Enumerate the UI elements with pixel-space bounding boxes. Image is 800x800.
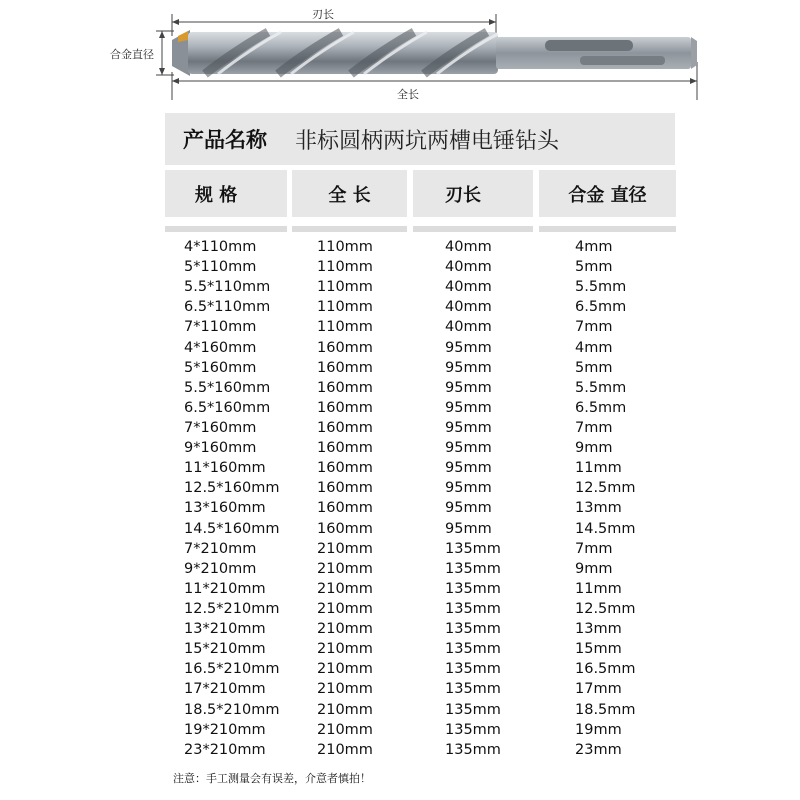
cell-alloy-diameter: 12.5mm (575, 600, 636, 617)
edge-length-label: 刃长 (312, 8, 334, 21)
cell-alloy-diameter: 5mm (575, 259, 613, 276)
divider-strip (539, 226, 676, 232)
cell-total-length: 160mm (317, 500, 373, 517)
cell-total-length: 160mm (317, 359, 373, 376)
cell-spec: 5.5*110mm (184, 279, 271, 296)
cell-total-length: 210mm (317, 681, 373, 698)
cell-alloy-diameter: 16.5mm (575, 661, 636, 678)
product-name-value: 非标圆柄两坑两槽电锤钻头 (295, 128, 560, 154)
cell-alloy-diameter: 5.5mm (575, 279, 627, 296)
table-row (165, 659, 680, 679)
cell-alloy-diameter: 4mm (575, 239, 613, 255)
cell-total-length: 110mm (317, 319, 373, 336)
cell-edge-length: 95mm (445, 460, 492, 477)
cell-alloy-diameter: 18.5mm (575, 701, 636, 718)
cell-spec: 15*210mm (184, 641, 266, 658)
cell-total-length: 210mm (317, 621, 373, 638)
cell-edge-length: 95mm (445, 339, 492, 356)
cell-edge-length: 40mm (445, 259, 492, 276)
cell-spec: 11*210mm (184, 580, 266, 597)
cell-alloy-diameter: 7mm (575, 540, 613, 557)
cell-edge-length: 135mm (445, 661, 501, 678)
cell-spec: 4*110mm (184, 239, 257, 255)
table-row (165, 700, 680, 720)
measurement-note: 注意：手工测量会有误差，介意者慎拍！ (173, 772, 371, 785)
cell-spec: 16.5*210mm (184, 661, 280, 678)
cell-spec: 12.5*210mm (184, 600, 280, 617)
cell-total-length: 110mm (317, 239, 373, 255)
cell-alloy-diameter: 13mm (575, 500, 622, 517)
cell-alloy-diameter: 14.5mm (575, 520, 636, 537)
table-row (165, 720, 680, 740)
table-row (165, 338, 680, 358)
cell-alloy-diameter: 5.5mm (575, 379, 627, 396)
cell-spec: 14.5*160mm (184, 520, 280, 537)
table-row (165, 277, 680, 297)
cell-spec: 9*160mm (184, 440, 257, 457)
cell-edge-length: 95mm (445, 500, 492, 517)
cell-alloy-diameter: 11mm (575, 580, 622, 597)
cell-spec: 12.5*160mm (184, 480, 280, 497)
cell-spec: 19*210mm (184, 721, 266, 738)
table-row (165, 438, 680, 458)
drill-bit-diagram (0, 0, 800, 110)
header-edge-length: 刃长 (413, 170, 533, 217)
cell-total-length: 210mm (317, 741, 373, 758)
cell-edge-length: 135mm (445, 721, 501, 738)
cell-alloy-diameter: 5mm (575, 359, 613, 376)
divider-strip (165, 226, 287, 232)
cell-total-length: 160mm (317, 460, 373, 477)
cell-total-length: 160mm (317, 480, 373, 497)
table-row (165, 498, 680, 518)
cell-edge-length: 95mm (445, 399, 492, 416)
header-total-length: 全 长 (292, 170, 407, 217)
cell-total-length: 210mm (317, 661, 373, 678)
cell-alloy-diameter: 7mm (575, 419, 613, 436)
table-row (165, 740, 680, 760)
cell-edge-length: 135mm (445, 560, 501, 577)
cell-alloy-diameter: 7mm (575, 319, 613, 336)
cell-alloy-diameter: 6.5mm (575, 399, 627, 416)
cell-total-length: 210mm (317, 580, 373, 597)
cell-spec: 11*160mm (184, 460, 266, 477)
cell-total-length: 210mm (317, 560, 373, 577)
cell-alloy-diameter: 9mm (575, 440, 613, 457)
cell-spec: 17*210mm (184, 681, 266, 698)
table-row (165, 478, 680, 498)
cell-spec: 6.5*160mm (184, 399, 271, 416)
cell-edge-length: 135mm (445, 580, 501, 597)
cell-total-length: 160mm (317, 339, 373, 356)
cell-spec: 7*110mm (184, 319, 257, 336)
cell-alloy-diameter: 13mm (575, 621, 622, 638)
divider-strip (413, 226, 533, 232)
table-row (165, 237, 680, 257)
cell-edge-length: 40mm (445, 279, 492, 296)
table-row (165, 639, 680, 659)
table-row (165, 378, 680, 398)
cell-total-length: 160mm (317, 440, 373, 457)
table-row (165, 599, 680, 619)
product-name-label: 产品名称 (183, 128, 267, 152)
cell-total-length: 210mm (317, 701, 373, 718)
spec-table-body (165, 237, 680, 760)
cell-alloy-diameter: 23mm (575, 741, 622, 758)
table-row (165, 257, 680, 277)
cell-edge-length: 40mm (445, 319, 492, 336)
cell-edge-length: 95mm (445, 379, 492, 396)
cell-total-length: 160mm (317, 379, 373, 396)
cell-edge-length: 135mm (445, 621, 501, 638)
cell-total-length: 110mm (317, 279, 373, 296)
cell-alloy-diameter: 11mm (575, 460, 622, 477)
cell-edge-length: 95mm (445, 419, 492, 436)
cell-edge-length: 135mm (445, 600, 501, 617)
table-row (165, 539, 680, 559)
cell-edge-length: 95mm (445, 520, 492, 537)
table-row (165, 317, 680, 337)
table-row (165, 398, 680, 418)
cell-alloy-diameter: 17mm (575, 681, 622, 698)
cell-spec: 4*160mm (184, 339, 257, 356)
table-row (165, 358, 680, 378)
cell-spec: 13*210mm (184, 621, 266, 638)
cell-alloy-diameter: 9mm (575, 560, 613, 577)
cell-spec: 5*160mm (184, 359, 257, 376)
divider-strip (292, 226, 407, 232)
cell-total-length: 210mm (317, 600, 373, 617)
cell-total-length: 110mm (317, 259, 373, 276)
cell-total-length: 160mm (317, 520, 373, 537)
total-length-label: 全长 (397, 88, 419, 101)
cell-edge-length: 135mm (445, 741, 501, 758)
header-alloy-diameter: 合金 直径 (539, 170, 676, 217)
cell-spec: 18.5*210mm (184, 701, 280, 718)
cell-edge-length: 135mm (445, 701, 501, 718)
cell-alloy-diameter: 4mm (575, 339, 613, 356)
cell-total-length: 160mm (317, 399, 373, 416)
table-row (165, 458, 680, 478)
cell-edge-length: 135mm (445, 540, 501, 557)
table-row (165, 619, 680, 639)
cell-alloy-diameter: 12.5mm (575, 480, 636, 497)
cell-spec: 7*160mm (184, 419, 257, 436)
cell-edge-length: 135mm (445, 641, 501, 658)
table-row (165, 559, 680, 579)
cell-total-length: 210mm (317, 641, 373, 658)
cell-total-length: 160mm (317, 419, 373, 436)
cell-spec: 6.5*110mm (184, 299, 271, 316)
table-row (165, 679, 680, 699)
cell-alloy-diameter: 15mm (575, 641, 622, 658)
cell-edge-length: 40mm (445, 299, 492, 316)
cell-edge-length: 95mm (445, 440, 492, 457)
cell-alloy-diameter: 19mm (575, 721, 622, 738)
table-row (165, 579, 680, 599)
table-row (165, 418, 680, 438)
cell-total-length: 210mm (317, 721, 373, 738)
table-row (165, 519, 680, 539)
cell-spec: 13*160mm (184, 500, 266, 517)
cell-alloy-diameter: 6.5mm (575, 299, 627, 316)
cell-edge-length: 40mm (445, 239, 492, 255)
header-spec: 规 格 (165, 170, 287, 217)
cell-spec: 23*210mm (184, 741, 266, 758)
table-row (165, 297, 680, 317)
cell-spec: 5*110mm (184, 259, 257, 276)
cell-spec: 9*210mm (184, 560, 257, 577)
cell-edge-length: 95mm (445, 480, 492, 497)
cell-spec: 5.5*160mm (184, 379, 271, 396)
cell-total-length: 210mm (317, 540, 373, 557)
cell-edge-length: 135mm (445, 681, 501, 698)
alloy-diameter-label: 合金直径 (110, 48, 154, 61)
cell-edge-length: 95mm (445, 359, 492, 376)
product-name-bar (165, 113, 675, 165)
cell-spec: 7*210mm (184, 540, 257, 557)
cell-total-length: 110mm (317, 299, 373, 316)
